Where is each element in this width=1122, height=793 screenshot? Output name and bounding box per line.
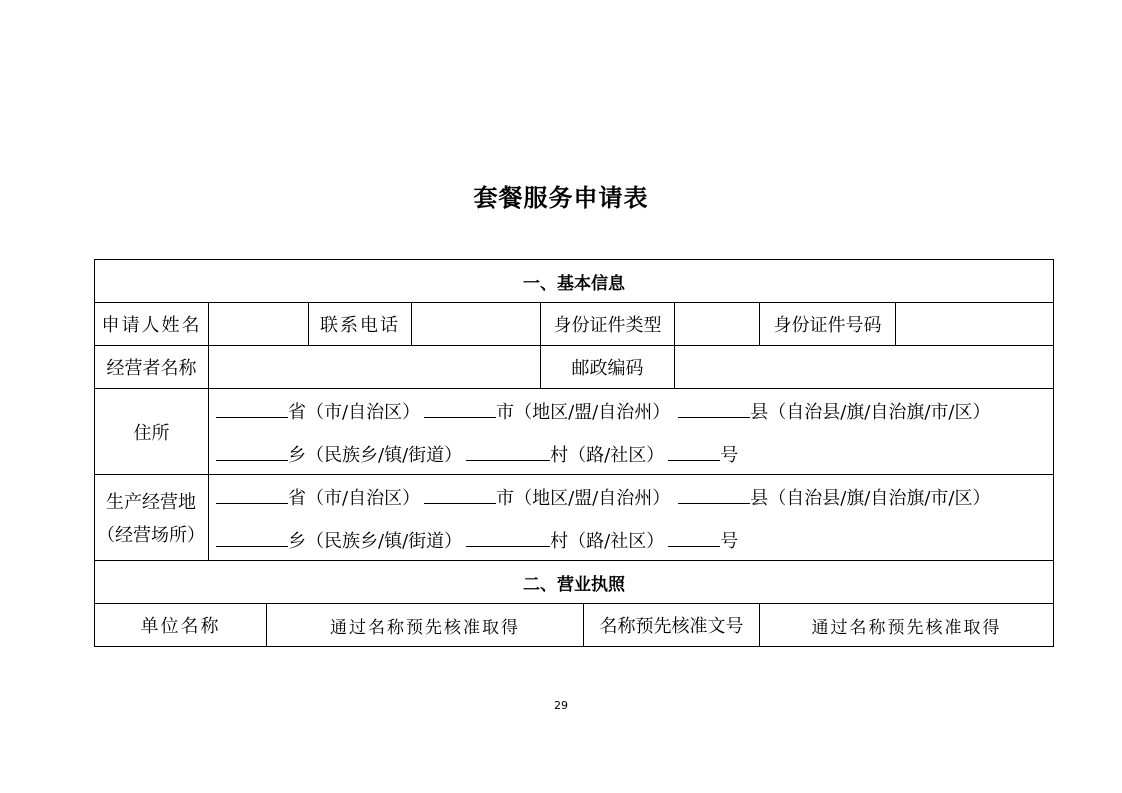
business-address-line-2 xyxy=(216,527,738,553)
unit-name-label: 单位名称 xyxy=(94,603,267,647)
city-unit-label: 市（地区/盟/自治州） xyxy=(496,402,671,423)
township-blank[interactable] xyxy=(216,459,288,461)
city-blank[interactable] xyxy=(424,416,496,418)
page-number: 29 xyxy=(554,699,568,712)
residence-label: 住所 xyxy=(94,388,209,475)
operator-name-field[interactable] xyxy=(208,345,541,389)
phone-field[interactable] xyxy=(411,302,541,346)
postal-code-field[interactable] xyxy=(674,345,1054,389)
id-type-field[interactable] xyxy=(674,302,760,346)
applicant-name-field[interactable] xyxy=(208,302,309,346)
county-unit-label: 县（自治县/旗/自治旗/市/区） xyxy=(750,402,991,423)
county-blank[interactable] xyxy=(678,416,750,418)
city-unit-label: 市（地区/盟/自治州） xyxy=(496,488,671,509)
approval-doc-label: 名称预先核准文号 xyxy=(583,603,760,647)
village-unit-label: 村（路/社区） xyxy=(550,531,665,552)
approval-doc-field[interactable]: 通过名称预先核准取得 xyxy=(759,603,1054,647)
phone-label: 联系电话 xyxy=(308,302,412,346)
township-unit-label: 乡（民族乡/镇/街道） xyxy=(288,531,463,552)
id-type-label: 身份证件类型 xyxy=(540,302,675,346)
house-number-blank[interactable] xyxy=(668,459,720,461)
house-number-blank[interactable] xyxy=(668,545,720,547)
village-blank[interactable] xyxy=(466,545,550,547)
village-unit-label: 村（路/社区） xyxy=(550,445,665,466)
business-address-line-1 xyxy=(216,484,990,510)
province-unit-label: 省（市/自治区） xyxy=(288,488,421,509)
house-number-unit-label: 号 xyxy=(720,445,739,466)
section-heading-basic-info: 一、基本信息 xyxy=(94,259,1054,303)
village-blank[interactable] xyxy=(466,459,550,461)
postal-code-label: 邮政编码 xyxy=(540,345,675,389)
business-place-label-line2: （经营场所） xyxy=(97,524,205,546)
province-blank[interactable] xyxy=(216,502,288,504)
township-unit-label: 乡（民族乡/镇/街道） xyxy=(288,445,463,466)
id-number-label: 身份证件号码 xyxy=(759,302,896,346)
operator-name-label: 经营者名称 xyxy=(94,345,209,389)
business-place-address-field[interactable] xyxy=(208,474,1054,561)
business-place-label-line1: 生产经营地 xyxy=(106,492,196,514)
id-number-field[interactable] xyxy=(895,302,1054,346)
county-unit-label: 县（自治县/旗/自治旗/市/区） xyxy=(750,488,991,509)
section-heading-business-license: 二、营业执照 xyxy=(94,560,1054,604)
applicant-name-label: 申请人姓名 xyxy=(94,302,209,346)
province-blank[interactable] xyxy=(216,416,288,418)
page-title: 套餐服务申请表 xyxy=(473,184,649,212)
township-blank[interactable] xyxy=(216,545,288,547)
residence-address-line-1 xyxy=(216,398,990,424)
residence-address-field[interactable] xyxy=(208,388,1054,475)
city-blank[interactable] xyxy=(424,502,496,504)
unit-name-field[interactable]: 通过名称预先核准取得 xyxy=(266,603,584,647)
county-blank[interactable] xyxy=(678,502,750,504)
business-place-label xyxy=(94,474,209,561)
residence-address-line-2 xyxy=(216,441,738,467)
province-unit-label: 省（市/自治区） xyxy=(288,402,421,423)
house-number-unit-label: 号 xyxy=(720,531,739,552)
